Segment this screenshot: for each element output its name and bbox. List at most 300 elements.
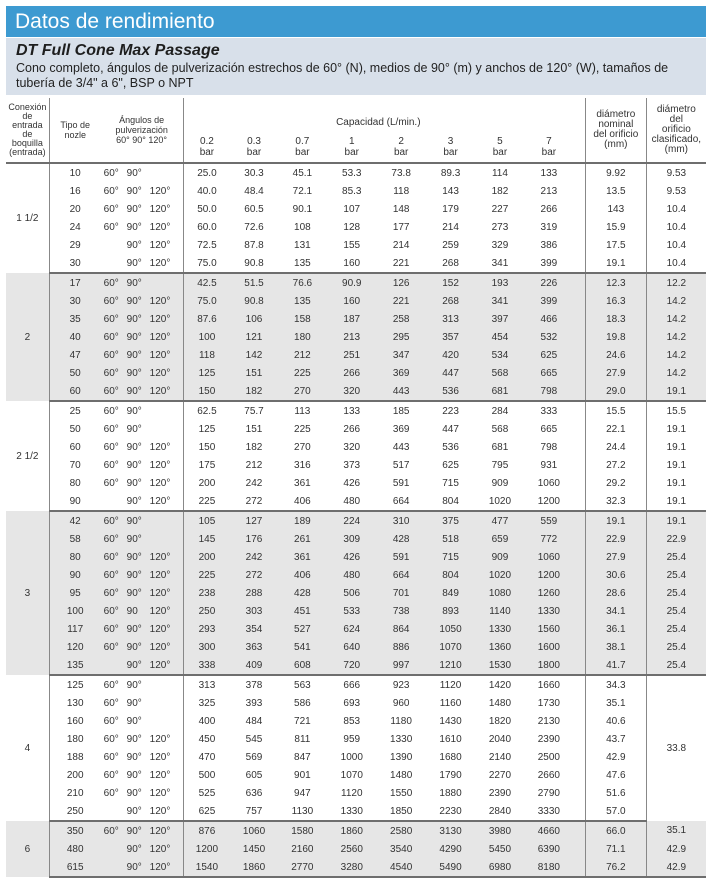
table-row	[6, 802, 706, 821]
nominal-orifice-value: 34.3	[585, 675, 646, 694]
spray-angles	[101, 802, 183, 821]
nozzle-type: 100	[49, 602, 100, 620]
capacity-value: 849	[426, 584, 475, 602]
capacity-value: 608	[278, 656, 327, 675]
table-row	[6, 840, 706, 858]
capacity-value: 1050	[426, 620, 475, 638]
nominal-orifice-value: 19.8	[585, 328, 646, 346]
spray-angles	[101, 474, 183, 492]
angle-value: 90°	[126, 843, 142, 855]
angle-value: 90°	[126, 679, 142, 691]
spray-angles	[101, 182, 183, 200]
angle-value: 120°	[149, 477, 171, 489]
spray-angles	[101, 511, 183, 530]
capacity-value: 1330	[525, 602, 573, 620]
capacity-value: 909	[475, 548, 524, 566]
classified-orifice-value: 19.1	[646, 382, 706, 401]
capacity-value: 664	[376, 492, 425, 511]
nozzle-type: 95	[49, 584, 100, 602]
classified-orifice-value: 19.1	[646, 492, 706, 511]
angle-value: 90°	[126, 861, 142, 873]
nominal-orifice-value: 29.0	[585, 382, 646, 401]
capacity-value: 4540	[376, 858, 425, 877]
capacity-value: 1140	[475, 602, 524, 620]
angle-value: 90°	[126, 495, 142, 507]
capacity-value: 213	[327, 328, 376, 346]
angle-value: 60°	[103, 641, 119, 653]
capacity-value: 2040	[488, 733, 512, 745]
capacity-value: 212	[245, 459, 263, 471]
spray-angles	[101, 656, 183, 675]
capacity-value: 151	[230, 364, 277, 382]
capacity-value: 2390	[488, 787, 512, 799]
capacity-value: 480	[327, 492, 376, 511]
capacity-value: 1860	[327, 821, 376, 840]
spray-angles	[101, 438, 183, 456]
capacity-value: 135	[278, 254, 327, 273]
nominal-orifice-value: 71.1	[585, 840, 646, 858]
angle-value: 120°	[149, 605, 171, 617]
capacity-value: 142	[230, 346, 277, 364]
nozzle-type: 117	[49, 620, 100, 638]
capacity-value: 605	[245, 769, 263, 781]
spray-angles	[101, 420, 183, 438]
capacity-value: 665	[540, 423, 558, 435]
nozzle-type: 30	[49, 254, 100, 273]
angle-value: 90°	[126, 405, 142, 417]
angle-value: 120°	[149, 349, 171, 361]
table-row	[6, 382, 706, 401]
nominal-orifice-value: 27.2	[585, 456, 646, 474]
header-connection-line: de boquilla	[11, 129, 43, 148]
capacity-value: 1550	[390, 787, 413, 799]
capacity-value: 320	[327, 382, 376, 401]
capacity-value: 659	[475, 530, 524, 548]
nominal-orifice-value: 22.9	[585, 530, 646, 548]
capacity-value: 126	[376, 273, 425, 292]
capacity-value: 525	[183, 784, 230, 802]
capacity-value: 214	[392, 239, 410, 251]
table-row	[6, 620, 706, 638]
capacity-value: 107	[343, 203, 361, 215]
connection-size: 3	[6, 511, 49, 675]
connection-size: 1 1/2	[16, 213, 39, 224]
capacity-value: 3980	[475, 821, 524, 840]
header-classified-orifice-line: orificio	[661, 124, 691, 135]
nominal-orifice-value: 57.0	[585, 802, 646, 821]
capacity-value: 75.0	[183, 254, 230, 273]
capacity-value: 1120	[439, 679, 462, 691]
nozzle-type: 60	[49, 382, 100, 401]
capacity-value: 175	[183, 456, 230, 474]
performance-table-wrapper	[6, 98, 706, 878]
classified-orifice-value: 14.2	[646, 310, 706, 328]
classified-orifice-value: 10.4	[646, 218, 706, 236]
capacity-value: 316	[294, 459, 311, 471]
classified-orifice-value: 25.4	[646, 620, 706, 638]
capacity-value: 284	[491, 405, 509, 417]
angle-value: 120°	[149, 221, 171, 233]
capacity-value: 923	[392, 679, 410, 691]
capacity-value: 272	[230, 566, 277, 584]
classified-orifice-value: 25.4	[646, 566, 706, 584]
nominal-orifice-value: 30.6	[585, 566, 646, 584]
table-row	[6, 292, 706, 310]
spray-angles	[101, 548, 183, 566]
capacity-value: 772	[525, 530, 573, 548]
product-description: Cono completo, ángulos de pulverización estrechos de 60° (N), medios de 90° (m) y anchos de 120° (W), tamaños de tubería de 3/4" a 6", BSP o NPT	[16, 61, 669, 90]
pressure-value: 7	[546, 136, 552, 148]
capacity-value: 2230	[426, 802, 475, 821]
classified-orifice-value: 22.9	[646, 530, 706, 548]
connection-group	[6, 163, 706, 273]
capacity-value: 534	[475, 346, 524, 364]
capacity-value: 225	[183, 566, 230, 584]
angle-value: 60°	[103, 203, 119, 215]
capacity-value: 200	[183, 474, 230, 492]
capacity-value: 128	[343, 221, 361, 233]
angle-value: 60°	[103, 623, 119, 635]
capacity-value: 586	[294, 697, 311, 709]
gap-cell	[573, 254, 585, 273]
nozzle-type: 125	[49, 675, 100, 694]
table-row	[6, 675, 706, 694]
angle-value: 60°	[103, 477, 119, 489]
capacity-value: 1070	[340, 769, 363, 781]
capacity-value: 428	[278, 584, 327, 602]
angle-value: 90°	[126, 221, 142, 233]
capacity-value: 757	[230, 802, 277, 821]
angle-value: 90°	[126, 805, 142, 817]
angle-value: 90°	[126, 459, 142, 471]
spray-angles	[101, 218, 183, 236]
nominal-orifice-value: 42.9	[585, 748, 646, 766]
gap-cell	[573, 438, 585, 456]
capacity-value: 386	[540, 239, 558, 251]
capacity-value: 393	[245, 697, 263, 709]
connection-group	[6, 821, 706, 877]
table-row	[6, 474, 706, 492]
capacity-value: 624	[327, 620, 376, 638]
gap-cell	[573, 840, 585, 858]
classified-orifice-value: 14.2	[646, 292, 706, 310]
angle-value: 90°	[126, 313, 142, 325]
spray-angles	[101, 584, 183, 602]
angle-value: 90°	[126, 477, 142, 489]
capacity-value: 182	[230, 382, 277, 401]
angle-value: 90°	[126, 697, 142, 709]
nominal-orifice-value: 12.3	[585, 273, 646, 292]
table-row	[6, 438, 706, 456]
capacity-value: 3330	[525, 802, 573, 821]
nozzle-type: 16	[49, 182, 100, 200]
classified-orifice-value: 14.2	[646, 346, 706, 364]
spray-angles	[101, 254, 183, 273]
capacity-value: 947	[294, 787, 311, 799]
capacity-value: 1880	[439, 787, 462, 799]
capacity-value: 909	[491, 477, 509, 489]
angle-value: 60°	[103, 533, 119, 545]
capacity-value: 212	[278, 346, 327, 364]
capacity-value: 1060	[525, 548, 573, 566]
table-row	[6, 584, 706, 602]
capacity-value: 3540	[376, 840, 425, 858]
nominal-orifice-value: 34.1	[585, 602, 646, 620]
capacity-value: 426	[343, 477, 361, 489]
capacity-value: 250	[183, 602, 230, 620]
capacity-value: 261	[278, 530, 327, 548]
angle-value: 60°	[103, 569, 119, 581]
capacity-value: 125	[183, 364, 230, 382]
angle-value: 120°	[149, 551, 171, 563]
nominal-orifice-value: 24.4	[585, 438, 646, 456]
capacity-value: 545	[245, 733, 263, 745]
capacity-value: 272	[230, 492, 277, 511]
product-title: DT Full Cone Max Passage	[16, 42, 220, 59]
spray-angles	[101, 602, 183, 620]
angle-value: 90°	[126, 423, 142, 435]
angle-value: 120°	[149, 733, 171, 745]
capacity-value: 477	[475, 511, 524, 530]
capacity-value: 62.5	[183, 401, 230, 420]
capacity-value: 48.4	[244, 185, 264, 197]
capacity-value: 804	[426, 566, 475, 584]
capacity-value: 1020	[475, 566, 524, 584]
capacity-value: 300	[183, 638, 230, 656]
gap-cell	[573, 310, 585, 328]
connection-group	[6, 511, 706, 675]
capacity-value: 143	[442, 185, 459, 197]
pressure-value: 0.2	[199, 136, 214, 148]
capacity-value: 25.0	[183, 163, 230, 182]
nominal-orifice-value: 16.3	[585, 292, 646, 310]
nozzle-type: 615	[49, 858, 100, 877]
capacity-value: 90.1	[292, 203, 313, 215]
capacity-value: 901	[294, 769, 311, 781]
capacity-value: 160	[327, 292, 376, 310]
capacity-value: 931	[540, 459, 558, 471]
nominal-orifice-value: 36.1	[585, 620, 646, 638]
capacity-value: 1330	[390, 733, 413, 745]
angle-value: 120°	[149, 495, 171, 507]
capacity-value: 87.6	[183, 310, 230, 328]
capacity-value: 1580	[278, 821, 327, 840]
table-row	[6, 858, 706, 877]
capacity-value: 75.7	[244, 405, 264, 417]
capacity-value: 886	[376, 638, 425, 656]
gap-cell	[573, 492, 585, 511]
nominal-orifice-value: 9.92	[585, 163, 646, 182]
capacity-value: 959	[343, 733, 361, 745]
angle-value: 90°	[126, 587, 142, 599]
gap-cell	[573, 712, 585, 730]
gap-cell	[573, 620, 585, 638]
pressure-unit: bar	[492, 147, 508, 159]
capacity-value: 329	[491, 239, 509, 251]
angle-value: 60°	[103, 295, 119, 307]
nominal-orifice-value: 41.7	[585, 656, 646, 675]
capacity-value: 960	[392, 697, 410, 709]
spray-angles	[101, 566, 183, 584]
angle-value: 60°	[103, 459, 119, 471]
table-row	[6, 638, 706, 656]
capacity-value: 238	[183, 584, 230, 602]
capacity-value: 517	[392, 459, 410, 471]
nominal-orifice-value: 17.5	[585, 236, 646, 254]
capacity-value: 2660	[537, 769, 560, 781]
capacity-value: 310	[376, 511, 425, 530]
capacity-value: 1330	[475, 620, 524, 638]
header-connection-line: (entrada)	[9, 147, 46, 157]
capacity-value: 2790	[537, 787, 560, 799]
capacity-value: 133	[540, 167, 558, 179]
capacity-value: 1060	[537, 477, 560, 489]
capacity-value: 2560	[327, 840, 376, 858]
angle-value: 60°	[103, 349, 119, 361]
classified-orifice-value: 14.2	[646, 364, 706, 382]
capacity-value: 106	[230, 310, 277, 328]
spray-angles	[101, 712, 183, 730]
capacity-value: 443	[392, 441, 410, 453]
capacity-value: 187	[327, 310, 376, 328]
nozzle-type: 80	[49, 548, 100, 566]
capacity-value: 177	[392, 221, 410, 233]
capacity-value: 864	[376, 620, 425, 638]
spray-angles	[101, 364, 183, 382]
capacity-value: 121	[230, 328, 277, 346]
capacity-value: 1210	[426, 656, 475, 675]
capacity-value: 1390	[390, 751, 413, 763]
table-row	[6, 530, 706, 548]
nozzle-type: 42	[49, 511, 100, 530]
spray-angles	[101, 346, 183, 364]
capacity-value: 295	[376, 328, 425, 346]
capacity-value: 6390	[525, 840, 573, 858]
pressure-unit: bar	[199, 147, 215, 159]
angle-value: 120°	[149, 843, 171, 855]
capacity-value: 568	[491, 423, 509, 435]
header-nominal-orifice-line: del orificio	[593, 129, 639, 140]
pressure-unit: bar	[295, 147, 310, 159]
capacity-value: 2140	[488, 751, 512, 763]
capacity-value: 2770	[278, 858, 327, 877]
capacity-value: 1260	[525, 584, 573, 602]
capacity-value: 506	[327, 584, 376, 602]
capacity-value: 273	[491, 221, 509, 233]
capacity-value: 640	[327, 638, 376, 656]
capacity-value: 361	[294, 477, 311, 489]
spray-angles	[101, 766, 183, 784]
capacity-value: 4290	[426, 840, 475, 858]
angle-value: 60°	[103, 679, 119, 691]
capacity-value: 536	[426, 382, 475, 401]
capacity-value: 1480	[488, 697, 512, 709]
capacity-value: 2270	[488, 769, 512, 781]
header-pressure	[183, 132, 230, 163]
pressure-value: 1	[348, 136, 355, 148]
nozzle-type: 200	[49, 766, 100, 784]
capacity-value: 428	[376, 530, 425, 548]
table-header	[6, 98, 706, 163]
angle-value: 60°	[103, 167, 119, 179]
angle-value: 120°	[149, 239, 171, 251]
capacity-value: 224	[327, 511, 376, 530]
classified-orifice-value: 25.4	[646, 656, 706, 675]
nominal-orifice-value: 15.5	[585, 401, 646, 420]
angle-value: 60°	[103, 277, 119, 289]
capacity-value: 1730	[537, 697, 560, 709]
capacity-value: 4660	[525, 821, 573, 840]
classified-orifice-value: 15.5	[646, 401, 706, 420]
capacity-value: 114	[491, 167, 508, 179]
capacity-value: 399	[525, 254, 573, 273]
header-classified-orifice-line: (mm)	[664, 144, 688, 155]
spray-angles	[101, 730, 183, 748]
capacity-value: 158	[278, 310, 327, 328]
capacity-value: 721	[294, 715, 311, 727]
table-row	[6, 420, 706, 438]
angle-value: 60°	[103, 587, 119, 599]
capacity-value: 182	[491, 185, 509, 197]
capacity-value: 636	[245, 787, 263, 799]
gap-cell	[573, 182, 585, 200]
capacity-value: 73.8	[391, 167, 411, 179]
spray-angles	[101, 492, 183, 511]
capacity-value: 100	[183, 328, 230, 346]
pressure-value: 5	[497, 136, 503, 148]
table-row	[6, 730, 706, 748]
capacity-value: 466	[525, 310, 573, 328]
capacity-value: 76.6	[278, 273, 327, 292]
pressure-unit: bar	[541, 147, 557, 159]
capacity-value: 72.5	[183, 236, 230, 254]
spray-angles	[101, 675, 183, 694]
spray-angles	[101, 310, 183, 328]
header-capacity: Capacidad (L/min.)	[183, 98, 573, 132]
capacity-value: 664	[376, 566, 425, 584]
gap-cell	[573, 602, 585, 620]
capacity-value: 363	[230, 638, 277, 656]
capacity-value: 1600	[525, 638, 573, 656]
angle-value: 90°	[126, 277, 142, 289]
nominal-orifice-value: 76.2	[585, 858, 646, 877]
table-row	[6, 273, 706, 292]
capacity-value: 447	[426, 364, 475, 382]
capacity-value: 293	[183, 620, 230, 638]
angle-value: 60°	[103, 221, 119, 233]
capacity-value: 681	[491, 441, 509, 453]
capacity-value: 804	[426, 492, 475, 511]
table-row	[6, 712, 706, 730]
table-row	[6, 200, 706, 218]
capacity-value: 375	[426, 511, 475, 530]
table-row	[6, 254, 706, 273]
nozzle-type: 20	[49, 200, 100, 218]
angle-value: 90°	[126, 533, 142, 545]
capacity-value: 443	[376, 382, 425, 401]
angle-value: 60°	[103, 751, 119, 763]
capacity-value: 693	[343, 697, 361, 709]
capacity-value: 3130	[426, 821, 475, 840]
header-nozzle-type	[49, 98, 100, 163]
angle-value: 120°	[149, 385, 171, 397]
capacity-value: 270	[294, 441, 311, 453]
gap-cell	[573, 802, 585, 821]
capacity-value: 1060	[230, 821, 277, 840]
classified-orifice-value: 9.53	[646, 182, 706, 200]
gap-cell	[573, 273, 585, 292]
capacity-value: 242	[245, 477, 263, 489]
